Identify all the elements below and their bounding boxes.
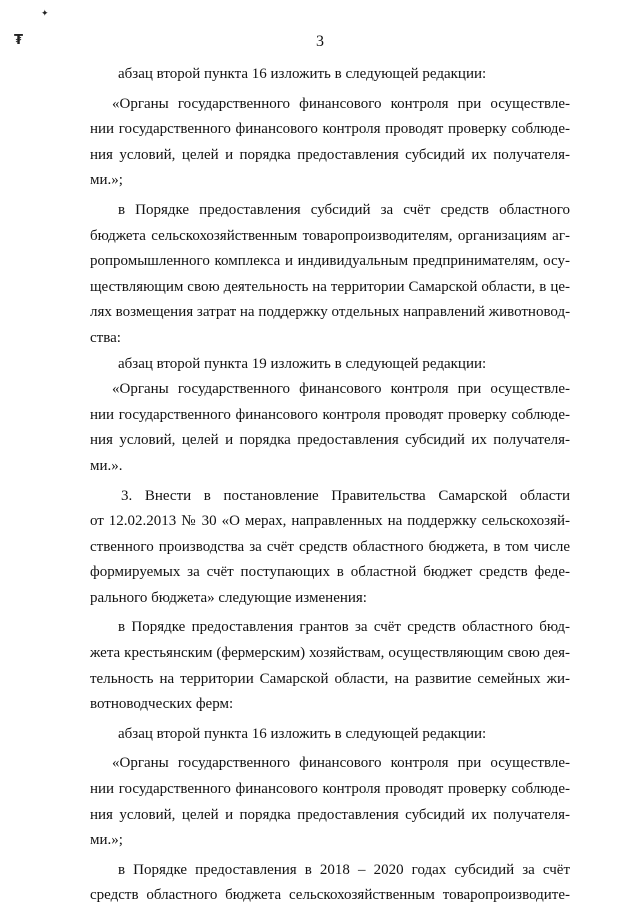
text-line: ства: [90, 329, 121, 346]
text-line: ния условий, целей и порядка предоставления субсидий их получателя- [90, 146, 570, 163]
text-line: средств областного бюджета сельскохозяйственным товаропроизводите- [90, 887, 570, 904]
text-line: формируемых за счёт поступающих в областной бюджет средств феде- [90, 564, 570, 581]
text-line: в Порядке предоставления субсидий за счёт средств областного [118, 201, 570, 218]
text-line: ропромышленного комплекса и индивидуальным предпринимателям, осу- [90, 253, 570, 270]
text-line: тельность на территории Самарской области, на развитие семейных жи- [90, 670, 570, 687]
text-line: бюджета сельскохозяйственным товаропроизводителям, организациям аг- [90, 227, 570, 244]
paragraph [90, 62, 570, 88]
text-line: нии государственного финансового контроля проводят проверку соблюде- [90, 781, 570, 798]
document-body [90, 62, 570, 909]
text-line: от 12.02.2013 № 30 «О мерах, направленных на поддержку сельскохозяй- [90, 513, 570, 530]
text-line: нии государственного финансового контроля проводят проверку соблюде- [90, 406, 570, 423]
text-line: «Органы государственного финансового контроля при осуществле- [112, 95, 570, 112]
text-line: абзац второй пункта 16 изложить в следующей редакции: [118, 66, 487, 82]
paragraph [90, 480, 570, 612]
text-line: ния условий, целей и порядка предоставления субсидий их получателя- [90, 806, 570, 823]
scan-mark-icon: ✦ [41, 9, 49, 19]
paragraph [90, 854, 570, 909]
text-line: лях возмещения затрат на поддержку отдельных направлений животновод- [90, 304, 571, 321]
text-line: ми.»; [90, 832, 123, 849]
text-line: в Порядке предоставления в 2018 – 2020 годах субсидий за счёт [118, 861, 570, 878]
text-line: абзац второй пункта 19 изложить в следующей редакции: [118, 355, 487, 372]
scan-mark-icon: ₮ [14, 33, 24, 48]
text-line: жета крестьянским (фермерским) хозяйствам, осуществляющим свою дея- [90, 645, 570, 662]
paragraph [90, 718, 570, 748]
paragraph [90, 88, 570, 194]
text-line: ми.». [90, 457, 123, 474]
text-line: рального бюджета» следующие изменения: [90, 589, 367, 606]
paragraph [90, 377, 570, 479]
paragraph [90, 194, 570, 352]
text-line: абзац второй пункта 16 изложить в следующей редакции: [118, 725, 487, 742]
text-line: ми.»; [90, 172, 123, 189]
paragraph [90, 747, 570, 853]
text-line: «Органы государственного финансового контроля при осуществле- [112, 755, 570, 772]
text-line: в Порядке предоставления грантов за счёт средств областного бюд- [118, 619, 570, 636]
text-line: 3. Внести в постановление Правительства Самарской области [121, 487, 570, 504]
paragraph [90, 611, 570, 717]
text-line: вотноводческих ферм: [90, 696, 234, 713]
text-line: ществляющим свою деятельность на территории Самарской области, в це- [90, 278, 570, 295]
page-number: 3 [316, 33, 324, 50]
paragraph [90, 352, 570, 378]
text-line: ственного производства за счёт средств областного бюджета, в том числе [90, 538, 570, 555]
text-line: «Органы государственного финансового контроля при осуществле- [112, 381, 570, 398]
text-line: ния условий, целей и порядка предоставления субсидий их получателя- [90, 432, 570, 449]
text-line: нии государственного финансового контроля проводят проверку соблюде- [90, 121, 570, 138]
